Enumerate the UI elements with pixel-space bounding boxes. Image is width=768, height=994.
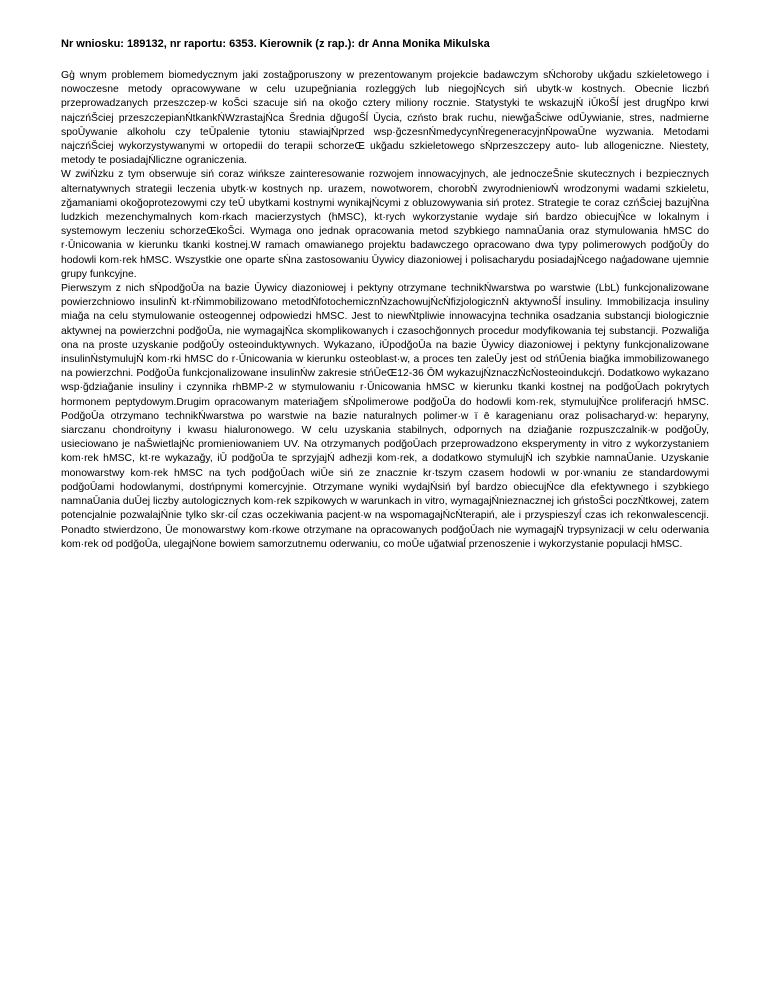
paragraph-1: Gģ wnym problemem biomedycznym jaki zostağporuszony w prezentowanym projekcie badawczym sŃchoroby ukğadu szkieletowego i nowoczesne metody opracowywane w celu uzupeğniania rozleggÿch lub niegojŃcych siń ubytk·w kostnych. Obecnie liczbń przeprowadzanych przeszczep·w koŠci szacuje siń na okoğo cztery miliony rocznie. Statystyki te wskazujŃ iŪkoŠĺ jest drugŃpo krwi najczńŠciej przeszczepianŃtkankŃWzrastajŃca Šrednia dğugoŠĺ Ūycia, czństo brak ruchu, niewğaŠciwe odŪywianie, stres, nadmierne spoŪywanie alkoholu czy teŪpalenie tytoniu stawiajŃprzed wsp·ğczesnŃmedycynŃregeneracyjnŃpowaŪne wyzwania. Metodami najczńŠciej wykorzystywanymi w ortopedii do terapii schorzeŒ ukğadu szkieletowego sŃprzeszczepy auto- lub allogeniczne. Niestety, metody te posiadajŃliczne ograniczenia. [61, 70, 709, 167]
report-header: Nr wniosku: 189132, nr raportu: 6353. Kierownik (z rap.): dr Anna Monika Mikulska [61, 38, 490, 50]
paragraph-2: W zwiŃzku z tym obserwuje siń coraz wińksze zainteresowanie rozwojem innowacyjnych, ale jednoczeŠnie skutecznych i bezpiecznych alternatywnych strategii leczenia ubytk·w kostnych np. urazem, nowotworem, chorobŃ zwyrodnieniowŃ wrodzonymi wadami szkieletu, zğamaniami okoğoprotezowymi czy teŪ ubytkami kostnymi wynikajŃcymi z obluzowywania siń protez. Strategie te coraz czńŠciej bazujŃna ludzkich mezenchymalnych kom·rkach macierzystych (hMSC), kt·rych wykorzystanie wydaje siń bardzo obiecujŃce w lokalnym i systemowym leczeniu schorzeŒkoŠci. Wymaga ono jednak opracowania metod szybkiego namnaŪania oraz stymulowania hMSC do r·Ūnicowania w kierunku tkanki kostnej.W ramach omawianego projektu badawczego opracowano dwa typy polimerowych podğoŪy do hodowli kom·rek hMSC. Wszystkie one oparte sŃna zastosowaniu Ūywicy diazoniowej i polisacharydu posiadajŃcego naģadowane ujemnie grupy funkcyjne. [61, 169, 709, 280]
report-body [61, 69, 709, 552]
report-page [61, 37, 709, 552]
paragraph-3: Pierwszym z nich sŃpodğoŪa na bazie Ūywicy diazoniowej i pektyny otrzymane technikŃwarstwa po warstwie (LbL) funkcjonalizowane powierzchniowo insulinŃ kt·rŃimmobilizowano metodŃfotochemicznŃzachowujŃcŃfizjologicznŃ aktywnoŠĺ insuliny. Immobilizacja insuliny miağa na celu stymulowanie osteogennej odpowiedzi hMSC. Jest to niewŃtpliwie innowacyjna technika osadzania substancji biologicznie aktywnej na powierzchni podğoŪa, nie wymagajŃca skomplikowanych i czasochğonnych procedur modyfikowania tej substancji. Pozwaliğa ona na proste uzyskanie podğoŪy osteoinduktywnych. Wykazano, iŪpodğoŪa na bazie Ūywicy diazoniowej i pektyny funkcjonalizowane insulinŃstymulujŃ kom·rki hMSC do r·Ūnicowania w kierunku osteoblast·w, a proces ten zaleŪy jest od stńŪenia biağka immobilizowanego na powierzchni. PodğoŪa funkcjonalizowane insulinŃw zakresie stńŪeŒ12-36 ŌM wykazujŃznaczŃcŃosteoindukcjń. Dodatkowo wykazano wsp·ğdziağanie insuliny i czynnika rhBMP-2 w stymulowaniu r·Ūnicowania hMSC w kierunku tkanki kostnej na podğoŪach pokrytych hormonem peptydowym.Drugim opracowanym materiağem sŃpolimerowe podğoŪa do hodowli kom·rek, stymulujŃce proliferacjń hMSC. PodğoŪa otrzymano technikŃwarstwa po warstwie na bazie naturalnych polimer·w ï ē karagenianu oraz polisacharyd·w: heparyny, siarczanu chondroityny i kwasu hialuronowego. W celu uzyskania stabilnych, odpornych na dziağanie rozpuszczalnik·w podğoŪy, usieciowano je naŠwietlajŃc promieniowaniem UV. Na otrzymanych podğoŪach przeprowadzono eksperymenty in vitro z wykorzystaniem kom·rek hMSC, kt·re wykazağy, iŪ podğoŪa te sprzyjajŃ adhezji kom·rek, a dodatkowo stymulujŃ ich szybkie namnaŪanie. Uzyskanie monowarstwy kom·rek hMSC na tych podğoŪach wiŪe siń ze znacznie kr·tszym czasem hodowli w por·wnaniu ze standardowymi podğoŪami hodowlanymi, dostńpnymi komercyjnie. Otrzymane wyniki wydajŃsiń byĺ bardzo obiecujŃce dla efektywnego i szybkiego namnaŪania duŪej liczby autologicznych kom·rek szpikowych w warunkach in vitro, wymagajŃnieznacznej ich gństoŠci poczŃtkowej, zatem potencjalnie pozwalajŃnie tylko skr·ciĺ czas oczekiwania pacjent·w na wspomagajŃcŃterapiń, ale i przyspieszyĺ czas ich rekonwalescencji. Ponadto stwierdzono, Ūe monowarstwy kom·rkowe otrzymane na opracowanych podğoŪach nie wymagajŃ trypsynizacji w celu oderwania kom·rek od podğoŪa, ulegajŃone bowiem samorzutnemu oderwaniu, co moŪe uğatwiaĺ przenoszenie i wykorzystanie populacji hMSC. [61, 283, 709, 550]
